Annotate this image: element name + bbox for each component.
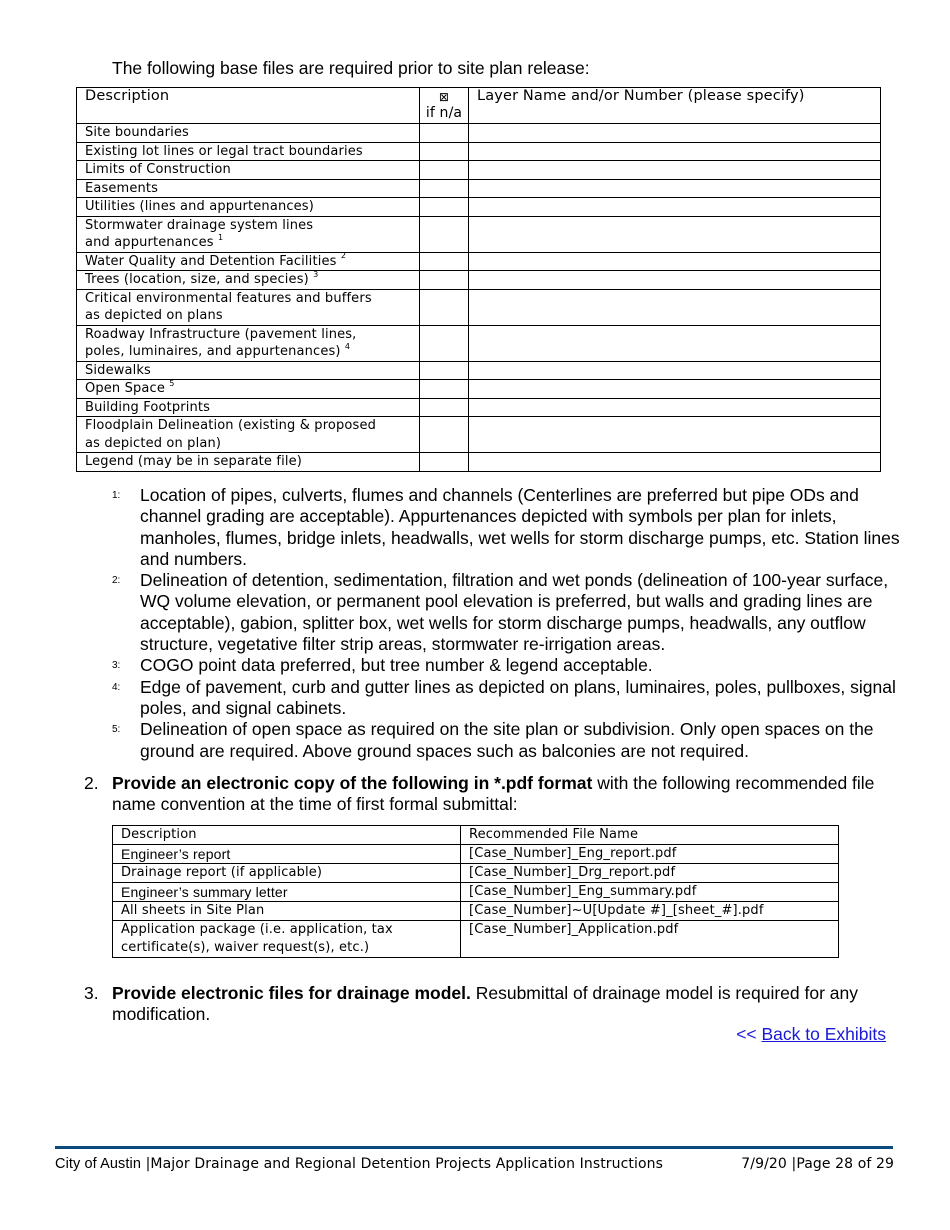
- description-line: Water Quality and Detention Facilities: [85, 253, 337, 269]
- na-checkbox-cell[interactable]: [420, 252, 469, 271]
- row-description: [77, 380, 420, 399]
- row-description: [77, 271, 420, 290]
- footnote: [112, 485, 902, 570]
- table-row: [77, 361, 881, 380]
- layer-input-cell[interactable]: [469, 252, 881, 271]
- footnote: [112, 677, 902, 720]
- table-row: [77, 271, 881, 290]
- layer-input-cell[interactable]: [469, 271, 881, 290]
- row-description: [77, 398, 420, 417]
- na-checkbox-cell[interactable]: [420, 271, 469, 290]
- footnote-ref: 5: [169, 378, 175, 388]
- row-description: [77, 216, 420, 252]
- item-number: 2.: [84, 773, 99, 793]
- file-table-header-row: [113, 826, 839, 845]
- footnote-ref: 1: [217, 232, 224, 242]
- footnote-mark: 3:: [112, 660, 121, 672]
- table-row: [77, 179, 881, 198]
- footnote-mark: 2:: [112, 575, 121, 587]
- layer-input-cell[interactable]: [469, 325, 881, 361]
- footer-separator: |: [141, 1156, 151, 1172]
- item-text: [112, 773, 884, 816]
- file-name: [Case_Number]_Eng_summary.pdf: [461, 883, 839, 902]
- base-files-header-row: [77, 88, 881, 124]
- description-line: Legend (may be in separate file): [85, 454, 302, 469]
- description-line: Critical environmental features and buffers: [85, 290, 372, 306]
- footnote: [112, 570, 902, 655]
- layer-header: Layer Name and/or Number (please specify): [469, 88, 881, 124]
- footer-right: [741, 1156, 894, 1172]
- layer-input-cell[interactable]: [469, 417, 881, 453]
- row-description: [77, 179, 420, 198]
- na-checkbox-cell[interactable]: [420, 124, 469, 143]
- na-checkbox-cell[interactable]: [420, 361, 469, 380]
- footnote: [112, 655, 902, 676]
- footnote-mark: 4:: [112, 681, 121, 693]
- table-row: [113, 845, 839, 864]
- footnote-text: Location of pipes, culverts, flumes and channels (Centerlines are preferred but pipe ODs and channel grading are acceptable). Appurtenances depicted with symbols per plan for inlets, manholes, flumes, bridge inlets, headwalls, wet wells for storm discharge pumps, etc. Station lines and numbers.: [140, 485, 900, 569]
- row-description: [77, 289, 420, 325]
- na-checkbox-cell[interactable]: [420, 179, 469, 198]
- description-line: Floodplain Delineation (existing & proposed: [85, 418, 376, 433]
- description-header: Description: [77, 88, 420, 124]
- description-line: and appurtenances: [85, 235, 214, 250]
- row-description: [77, 198, 420, 217]
- item-2: [84, 773, 884, 816]
- item-rest-text: Resubmittal of drainage model is required for any modification.: [112, 983, 859, 1025]
- na-label: if n/a: [425, 105, 463, 121]
- back-to-exhibits-link[interactable]: Back to Exhibits: [761, 1024, 886, 1044]
- footer-separator: |: [786, 1156, 797, 1172]
- file-name: [Case_Number]_Application.pdf: [461, 921, 839, 958]
- description-line: Sidewalks: [85, 362, 151, 378]
- intro-text: The following base files are required prior to site plan release:: [112, 58, 590, 78]
- item-number: 3.: [84, 983, 99, 1003]
- row-description: [77, 361, 420, 380]
- table-row: [77, 198, 881, 217]
- table-row: [77, 252, 881, 271]
- row-description: [77, 161, 420, 180]
- footer-city: City of Austin: [55, 1156, 142, 1172]
- item-3: [84, 983, 884, 1026]
- description-line: Easements: [85, 180, 159, 196]
- na-checkbox-cell[interactable]: [420, 417, 469, 453]
- row-description: [77, 142, 420, 161]
- na-checkbox-cell[interactable]: [420, 325, 469, 361]
- layer-input-cell[interactable]: [469, 361, 881, 380]
- footnote-text: Delineation of detention, sedimentation, filtration and wet ponds (delineation of 100-year surface, WQ volume elevation, or permanent pool elevation is preferred, but walls and grading lines are acceptable), gabion, splitter box, wet wells for storm discharge pumps, headwalls, any outflow structure, vegetative filter strip areas, stormwater re-irrigation areas.: [140, 570, 889, 655]
- description-line: Limits of Construction: [85, 162, 231, 177]
- footnote-mark: 1:: [112, 490, 121, 501]
- footer-left: [55, 1156, 663, 1172]
- layer-input-cell[interactable]: [469, 380, 881, 399]
- table-row: [77, 398, 881, 417]
- footer-date: 7/9/20: [741, 1156, 787, 1172]
- table-row: [77, 380, 881, 399]
- footnote-mark: 5:: [112, 724, 121, 736]
- layer-input-cell[interactable]: [469, 161, 881, 180]
- file-description: All sheets in Site Plan: [113, 902, 461, 921]
- description-line: Roadway Infrastructure (pavement lines,: [85, 326, 357, 342]
- footnote: [112, 719, 902, 762]
- layer-input-cell[interactable]: [469, 398, 881, 417]
- base-files-table: [76, 87, 881, 472]
- file-description: Drainage report (if applicable): [113, 864, 461, 883]
- file-description: Application package (i.e. application, tax certificate(s), waiver request(s), etc.): [113, 921, 461, 958]
- footnotes-list: [112, 485, 902, 762]
- description-line: Site boundaries: [85, 125, 189, 140]
- description-line: Trees (location, size, and species): [85, 272, 309, 287]
- footer-title: Major Drainage and Regional Detention Projects Application Instructions: [150, 1156, 664, 1172]
- table-row: [77, 453, 881, 472]
- na-checkbox-cell[interactable]: [420, 216, 469, 252]
- na-checkbox-cell[interactable]: [420, 453, 469, 472]
- row-description: [77, 417, 420, 453]
- footnote-text: COGO point data preferred, but tree number & legend acceptable.: [140, 655, 653, 676]
- table-row: [77, 417, 881, 453]
- file-name-header: Recommended File Name: [461, 826, 839, 845]
- back-prefix: <<: [736, 1024, 762, 1044]
- table-row: [77, 161, 881, 180]
- description-line: Stormwater drainage system lines: [85, 217, 314, 233]
- file-description: Engineer’s summary letter: [113, 883, 461, 902]
- na-checkbox-header: [420, 88, 469, 124]
- layer-input-cell[interactable]: [469, 198, 881, 217]
- description-line: Building Footprints: [85, 399, 211, 415]
- table-row: [77, 142, 881, 161]
- na-checkbox-cell[interactable]: [420, 398, 469, 417]
- checkbox-icon: ⊠: [438, 90, 450, 104]
- description-line: Utilities (lines and appurtenances): [85, 199, 314, 214]
- table-row: [113, 921, 839, 958]
- item-bold-text: Provide an electronic copy of the following in *.pdf format: [112, 773, 593, 793]
- file-name: [Case_Number]_Drg_report.pdf: [461, 864, 839, 883]
- na-checkbox-cell[interactable]: [420, 198, 469, 217]
- table-row: [113, 902, 839, 921]
- layer-input-cell[interactable]: [469, 289, 881, 325]
- layer-input-cell[interactable]: [469, 216, 881, 252]
- na-checkbox-cell[interactable]: [420, 289, 469, 325]
- file-description-header: Description: [113, 826, 461, 845]
- row-description: [77, 252, 420, 271]
- na-checkbox-cell[interactable]: [420, 142, 469, 161]
- file-description: Engineer’s report: [113, 845, 461, 864]
- table-row: [77, 124, 881, 143]
- table-row: [77, 325, 881, 361]
- na-checkbox-cell[interactable]: [420, 380, 469, 399]
- row-description: [77, 124, 420, 143]
- table-row: [77, 289, 881, 325]
- pdf-files-table: [112, 825, 839, 958]
- item-rest-text: with the following recommended file name convention at the time of first formal submittal:: [112, 773, 875, 815]
- footer-rule: [55, 1146, 893, 1149]
- row-description: [77, 325, 420, 361]
- description-line: Open Space: [85, 381, 165, 396]
- row-description: [77, 453, 420, 472]
- table-row: [113, 883, 839, 902]
- footnote-ref: 4: [344, 341, 351, 351]
- table-row: [113, 864, 839, 883]
- footer-page: Page 28 of 29: [796, 1156, 894, 1172]
- item-bold-text: Provide electronic files for drainage model.: [112, 983, 471, 1003]
- file-name: [Case_Number]~U[Update #]_[sheet_#].pdf: [461, 902, 839, 921]
- footnote-ref: 3: [313, 269, 319, 279]
- item-text: [112, 983, 884, 1026]
- layer-input-cell[interactable]: [469, 179, 881, 198]
- table-row: [77, 216, 881, 252]
- description-line: poles, luminaires, and appurtenances): [85, 344, 341, 359]
- description-line: as depicted on plan): [85, 435, 222, 451]
- layer-input-cell[interactable]: [469, 142, 881, 161]
- na-checkbox-cell[interactable]: [420, 161, 469, 180]
- description-line: as depicted on plans: [85, 308, 223, 323]
- description-line: Existing lot lines or legal tract boundaries: [85, 143, 363, 159]
- footnote-text: Delineation of open space as required on the site plan or subdivision. Only open spaces on the ground are required. Above ground spaces such as balconies are not required.: [140, 719, 874, 761]
- footnote-ref: 2: [340, 251, 347, 261]
- layer-input-cell[interactable]: [469, 453, 881, 472]
- footnote-text: Edge of pavement, curb and gutter lines as depicted on plans, luminaires, poles, pullboxes, signal poles, and signal cabinets.: [140, 676, 896, 718]
- layer-input-cell[interactable]: [469, 124, 881, 143]
- file-name: [Case_Number]_Eng_report.pdf: [461, 845, 839, 864]
- back-to-exhibits: [736, 1024, 886, 1045]
